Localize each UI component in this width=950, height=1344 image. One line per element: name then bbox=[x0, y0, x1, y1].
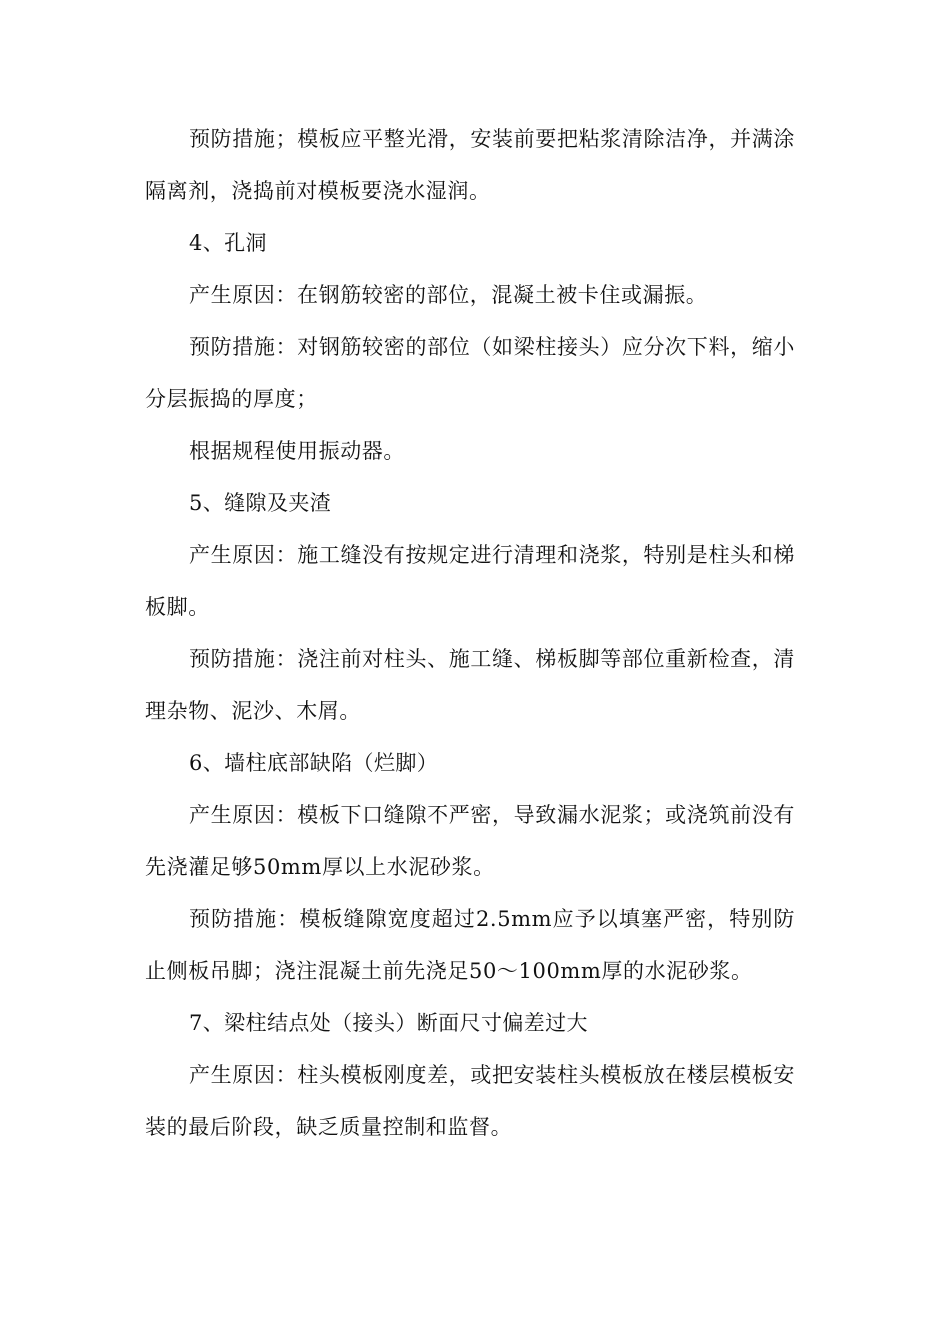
paragraph-prevention-gaps-slag: 预防措施：浇注前对柱头、施工缝、梯板脚等部位重新检查，清理杂物、泥沙、木屑。 bbox=[145, 647, 795, 723]
section-heading-joint-deviation: 7、梁柱结点处（接头）断面尺寸偏差过大 bbox=[189, 1011, 588, 1035]
document-body bbox=[145, 113, 795, 1153]
paragraph-prevention-holes: 预防措施：对钢筋较密的部位（如梁柱接头）应分次下料，缩小分层振捣的厚度； bbox=[145, 335, 795, 411]
paragraph-prevention-column-base-defect: 预防措施：模板缝隙宽度超过2.5mm应予以填塞严密，特别防止侧板吊脚；浇注混凝土前先浇足50～100mm厚的水泥砂浆。 bbox=[145, 907, 795, 983]
paragraph-cause-joint-deviation: 产生原因：柱头模板刚度差，或把安装柱头模板放在楼层模板安装的最后阶段，缺乏质量控制和监督。 bbox=[145, 1063, 795, 1139]
paragraph-cause-column-base-defect: 产生原因：模板下口缝隙不严密，导致漏水泥浆；或浇筑前没有先浇灌足够50mm厚以上水泥砂浆。 bbox=[145, 803, 795, 879]
paragraph-cause-holes: 产生原因：在钢筋较密的部位，混凝土被卡住或漏振。 bbox=[189, 283, 708, 307]
section-heading-gaps-slag: 5、缝隙及夹渣 bbox=[189, 491, 332, 515]
paragraph-prevention-measures-1: 预防措施；模板应平整光滑，安装前要把粘浆清除洁净，并满涂隔离剂，浇捣前对模板要浇水湿润。 bbox=[145, 127, 795, 203]
section-heading-column-base-defect: 6、墙柱底部缺陷（烂脚） bbox=[189, 751, 439, 775]
paragraph-cause-gaps-slag: 产生原因：施工缝没有按规定进行清理和浇浆，特别是柱头和梯板脚。 bbox=[145, 543, 795, 619]
paragraph-vibrator-rule: 根据规程使用振动器。 bbox=[189, 439, 405, 463]
section-heading-holes: 4、孔洞 bbox=[189, 231, 267, 255]
